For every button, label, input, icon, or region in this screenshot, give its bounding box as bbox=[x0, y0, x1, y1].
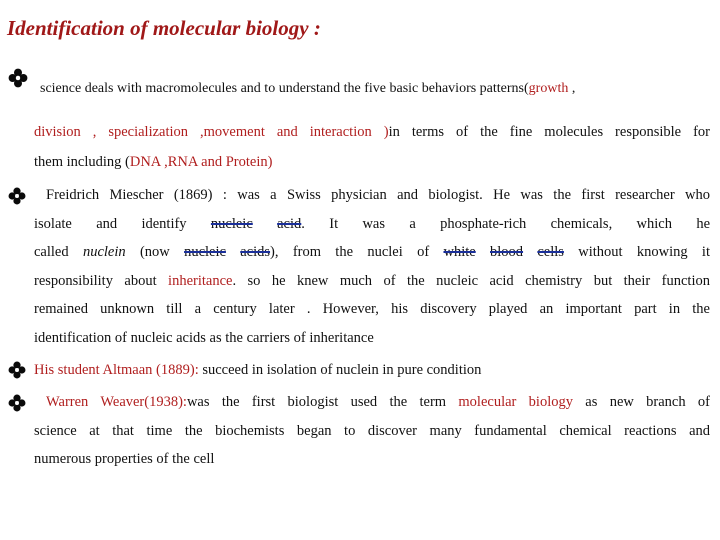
p2-line-3: called nuclein (now nucleic acids), from the nuclei of white blood cells without knowing it bbox=[34, 244, 710, 260]
p1-line-3: them including (DNA ,RNA and Protein) bbox=[34, 154, 273, 170]
p3-line-1: His student Altmaan (1889): succeed in isolation of nuclein in pure condition bbox=[34, 362, 482, 378]
p4-line-2: science at that time the biochemists began to discover many fundamental chemical reactions and bbox=[34, 423, 710, 439]
p2-line-2: isolate and identify nucleic acid. It was a phosphate-rich chemicals, which he bbox=[34, 216, 710, 232]
diamond-bullet-icon bbox=[8, 361, 26, 379]
p2-line-4: responsibility about inheritance. so he knew much of the nucleic acid chemistry but their function bbox=[34, 273, 710, 289]
p4-line-1: Warren Weaver(1938):was the first biologist used the term molecular biology as new branch of bbox=[46, 394, 710, 410]
diamond-bullet-icon bbox=[8, 394, 26, 412]
p2-line-6: identification of nucleic acids as the carriers of inheritance bbox=[34, 330, 374, 346]
p1-line-1: science deals with macromolecules and to understand the five basic behaviors patterns(growth , bbox=[40, 81, 576, 96]
page-title: Identification of molecular biology : bbox=[7, 16, 321, 40]
p1-line-2: division , specialization ,movement and interaction )in terms of the fine molecules responsible for bbox=[34, 124, 710, 140]
diamond-bullet-icon bbox=[8, 187, 26, 205]
p4-line-3: numerous properties of the cell bbox=[34, 451, 215, 467]
p2-line-1: Freidrich Miescher (1869) : was a Swiss physician and biologist. He was the first researcher who bbox=[46, 187, 710, 203]
p2-line-5: remained unknown till a century later . However, his discovery played an important part in the bbox=[34, 301, 710, 317]
diamond-bullet-icon bbox=[8, 68, 28, 88]
